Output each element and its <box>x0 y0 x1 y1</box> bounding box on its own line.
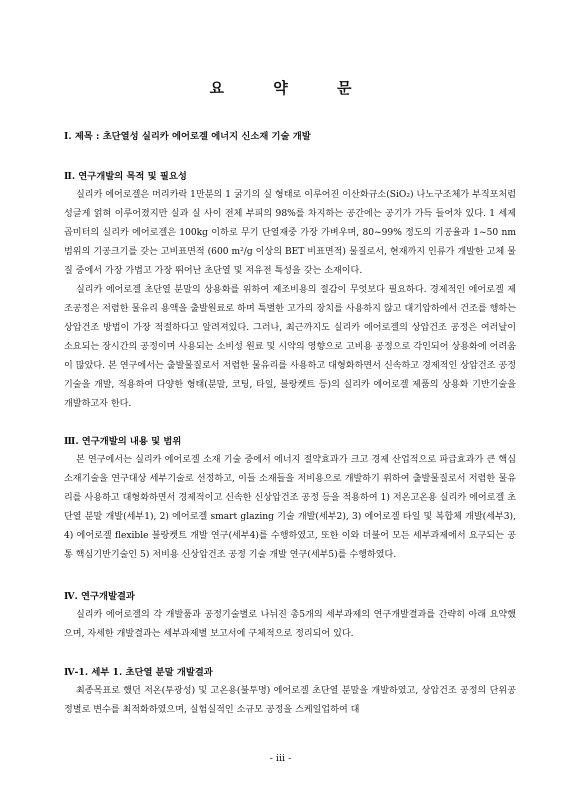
section-2-paragraph-1: 실리카 에어로겔은 머리카락 1만분의 1 굵기의 실 형태로 이루어진 이산화규소(SiO₂) 나노구조체가 부직포처럼 성글게 얽혀 이루어졌지만 실과 실 사이 전체 부피의 98%를 차지하는 공간에는 공기가 가득 들어차 있다. 1 세제곱미터의 실리카 에어로겔은 100kg 이하로 무기 단열재중 가장 가벼우며, 80~99% 정도의 기공율과 1~50 nm 범위의 기공크기를 갖는 고비표면적 (600 m²/g 이상의 BET 비표면적) 물질로서, 현재까지 인류가 개발한 고체 물질 중에서 가장 가볍고 가장 뛰어난 초단열 및 저유전 특성을 갖는 소재이다. <box>64 190 516 276</box>
section-3 <box>64 432 516 565</box>
section-4-heading: Ⅳ. 연구개발결과 <box>64 591 135 602</box>
section-3-paragraph-1: 본 연구에서는 실리카 에어로겔 소재 기술 중에서 에너지 절약효과가 크고 경제 산업적으로 파급효과가 큰 핵심소재기술을 연구대상 세부기술로 선정하고, 이들 소재들을 저비용으로 개발하기 위하여 출발물질로서 저렴한 물유리를 사용하고 대형화하면서 경제적이고 신속한 신상압건조 공정 등을 적용하여 1) 저온고온용 실리카 에어로겔 초단열 분말 개발(세부1), 2) 에어로겔 smart glazing 기술 개발(세부2), 3) 에어로겔 타일 및 복합체 개발(세부3), 4) 에어로겔 flexible 블랑켓트 개발 연구(세부4)를 수행하였고, 또한 이와 더불어 모든 세부과제에서 요구되는 공통 핵심기반기술인 5) 저비용 신상압건조 공정 기술 개발 연구(세부5)를 수행하였다. <box>64 455 516 560</box>
section-3-heading: Ⅲ. 연구개발의 내용 및 범위 <box>64 436 182 447</box>
section-1-heading: Ⅰ. 제목 : 초단열성 실리카 에어로겔 에너지 신소재 기술 개발 <box>64 131 311 142</box>
page-number: - iii - <box>269 753 292 764</box>
section-4-1-paragraph-1: 최종목표로 했던 저온(투광성) 및 고온용(불투명) 에어로겔 초단열 분말을 개발하였고, 상압건조 공정의 단위공정별로 변수를 최적화하였으며, 실험실적인 소규모 공정을 스케일업하여 대 <box>64 686 516 715</box>
section-4-paragraph-1: 실리카 에어로겔의 각 개발품과 공정기술별로 나뉘진 총5개의 세부과제의 연구개발결과를 간략히 아래 요약했으며, 자세한 개발결과는 세부과제별 보고서에 구체적으로 정리되어 있다. <box>64 610 516 639</box>
section-1 <box>64 127 516 146</box>
section-2-heading: Ⅱ. 연구개발의 목적 및 필요성 <box>64 171 187 182</box>
section-4-1-heading: Ⅳ-1. 세부 1. 초단열 분말 개발결과 <box>64 667 213 678</box>
section-4-1 <box>64 663 516 720</box>
section-4 <box>64 587 516 644</box>
section-2 <box>64 167 516 414</box>
section-2-paragraph-2: 실리카 에어로겔 초단열 분말의 상용화를 위하여 제조비용의 절감이 무엇보다 필요하다. 경제적인 에어로겔 제조공정은 저렴한 물유리 용액을 출발원료로 하며 특별한 고가의 장치를 사용하지 않고 대기압하에서 건조를 행하는 상압건조 방법이 가장 적절하다고 알려져있다. 그러나, 최근까지도 실리카 에어로겔의 상압건조 공정은 여러날이 소요되는 장시간의 공정이며 사용되는 소비성 원료 및 시약의 영향으로 고비용 공정으로 각인되어 상용화에 어려움이 많았다. 본 연구에서는 출발물질로서 저렴한 물유리를 사용하고 대형화하면서 신속하고 경제적인 상압건조 공정기술을 개발, 적용하여 다양한 형태(분말, 코팅, 타일, 블랑켓트 등)의 실리카 에어로겔 제품의 상용화 기반기술을 개발하고자 한다. <box>64 285 516 409</box>
page-title: 요 약 문 <box>209 79 374 97</box>
